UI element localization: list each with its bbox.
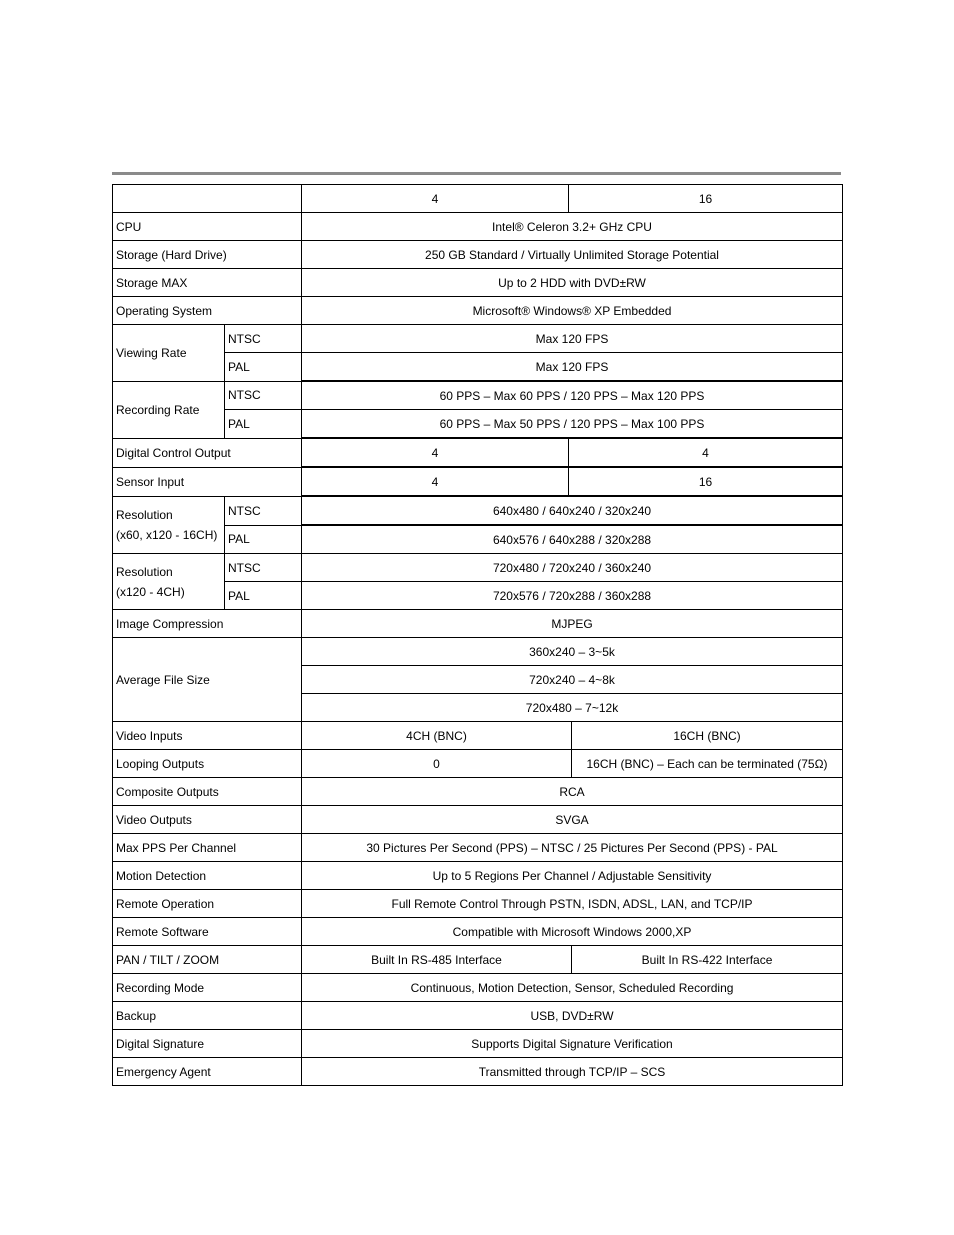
row-value: 30 Pictures Per Second (PPS) – NTSC / 25 Pictures Per Second (PPS) - PAL xyxy=(302,834,843,862)
specifications-table xyxy=(112,184,843,1086)
label-line: (x60, x120 - 16CH) xyxy=(116,527,218,542)
sub-label-pal: PAL xyxy=(225,525,302,554)
sub-label-pal: PAL xyxy=(225,410,302,439)
row-value: Max 120 FPS xyxy=(302,353,843,382)
row-value: 720x480 – 7~12k xyxy=(302,694,843,722)
row-composite-outputs xyxy=(113,778,843,806)
sub-label-ntsc: NTSC xyxy=(225,325,302,353)
row-label: Recording Rate xyxy=(113,381,225,438)
header-4ch: 4 xyxy=(302,185,569,213)
row-remote-operation xyxy=(113,890,843,918)
label-line: (x120 - 4CH) xyxy=(116,584,185,599)
row-label: CPU xyxy=(113,213,302,241)
value-4ch: 4 xyxy=(302,438,569,467)
row-label: Emergency Agent xyxy=(113,1058,302,1086)
top-horizontal-rule xyxy=(112,172,841,175)
row-label: Backup xyxy=(113,1002,302,1030)
row-label: Video Inputs xyxy=(113,722,302,750)
sub-label-ntsc: NTSC xyxy=(225,554,302,582)
row-remote-software xyxy=(113,918,843,946)
row-recording-mode xyxy=(113,974,843,1002)
row-label: Max PPS Per Channel xyxy=(113,834,302,862)
row-label: Sensor Input xyxy=(113,467,302,496)
row-emergency-agent xyxy=(113,1058,843,1086)
sub-label-ntsc: NTSC xyxy=(225,381,302,410)
row-value: RCA xyxy=(302,778,843,806)
row-video-inputs xyxy=(113,722,843,750)
row-average-file-size-1 xyxy=(113,638,843,666)
row-pan-tilt-zoom xyxy=(113,946,843,974)
row-value: Compatible with Microsoft Windows 2000,XP xyxy=(302,918,843,946)
row-value: SVGA xyxy=(302,806,843,834)
row-storage-max xyxy=(113,269,843,297)
sub-label-ntsc: NTSC xyxy=(225,496,302,525)
row-cpu xyxy=(113,213,843,241)
header-blank-cell xyxy=(113,185,302,213)
row-value: 720x576 / 720x288 / 360x288 xyxy=(302,582,843,610)
row-value: Up to 2 HDD with DVD±RW xyxy=(302,269,843,297)
row-label-resolution-4ch xyxy=(113,554,225,610)
row-sensor-input xyxy=(113,467,843,496)
value-4ch: 4CH (BNC) xyxy=(302,722,572,750)
row-label: Digital Signature xyxy=(113,1030,302,1058)
table-header-row xyxy=(113,185,843,213)
row-max-pps-per-channel xyxy=(113,834,843,862)
value-4ch: 0 xyxy=(302,750,572,778)
row-value: 360x240 – 3~5k xyxy=(302,638,843,666)
row-label: Video Outputs xyxy=(113,806,302,834)
row-value: Up to 5 Regions Per Channel / Adjustable Sensitivity xyxy=(302,862,843,890)
row-value: Full Remote Control Through PSTN, ISDN, ADSL, LAN, and TCP/IP xyxy=(302,890,843,918)
row-label: Looping Outputs xyxy=(113,750,302,778)
row-motion-detection xyxy=(113,862,843,890)
row-digital-signature xyxy=(113,1030,843,1058)
row-storage xyxy=(113,241,843,269)
row-label: Digital Control Output xyxy=(113,438,302,467)
row-value: Continuous, Motion Detection, Sensor, Scheduled Recording xyxy=(302,974,843,1002)
label-line: Resolution xyxy=(116,564,173,579)
row-label: Image Compression xyxy=(113,610,302,638)
row-recording-rate-ntsc xyxy=(113,381,843,410)
value-16ch: 16CH (BNC) xyxy=(572,722,843,750)
row-backup xyxy=(113,1002,843,1030)
row-label: Motion Detection xyxy=(113,862,302,890)
row-value: Intel® Celeron 3.2+ GHz CPU xyxy=(302,213,843,241)
label-line: Resolution xyxy=(116,507,173,522)
row-digital-control-output xyxy=(113,438,843,467)
row-label: Storage MAX xyxy=(113,269,302,297)
value-16ch: 16 xyxy=(569,467,843,496)
row-value: 640x576 / 640x288 / 320x288 xyxy=(302,525,843,554)
row-resolution-4ch-ntsc xyxy=(113,554,843,582)
row-label: Operating System xyxy=(113,297,302,325)
row-label: Viewing Rate xyxy=(113,325,225,382)
row-label: Average File Size xyxy=(113,638,302,722)
row-looping-outputs xyxy=(113,750,843,778)
row-value: 60 PPS – Max 50 PPS / 120 PPS – Max 100 PPS xyxy=(302,410,843,439)
row-value: Supports Digital Signature Verification xyxy=(302,1030,843,1058)
sub-label-pal: PAL xyxy=(225,582,302,610)
row-resolution-16ch-ntsc xyxy=(113,496,843,525)
value-16ch: 16CH (BNC) – Each can be terminated (75Ω) xyxy=(572,750,843,778)
row-label-resolution-16ch xyxy=(113,496,225,554)
row-video-outputs xyxy=(113,806,843,834)
row-value: MJPEG xyxy=(302,610,843,638)
row-value: 640x480 / 640x240 / 320x240 xyxy=(302,496,843,525)
row-label: Storage (Hard Drive) xyxy=(113,241,302,269)
row-value: 250 GB Standard / Virtually Unlimited Storage Potential xyxy=(302,241,843,269)
row-viewing-rate-ntsc xyxy=(113,325,843,353)
row-label: Recording Mode xyxy=(113,974,302,1002)
row-operating-system xyxy=(113,297,843,325)
row-value: USB, DVD±RW xyxy=(302,1002,843,1030)
row-value: Microsoft® Windows® XP Embedded xyxy=(302,297,843,325)
row-value: 720x480 / 720x240 / 360x240 xyxy=(302,554,843,582)
value-4ch: Built In RS-485 Interface xyxy=(302,946,572,974)
sub-label-pal: PAL xyxy=(225,353,302,382)
header-16ch: 16 xyxy=(569,185,843,213)
row-value: Max 120 FPS xyxy=(302,325,843,353)
value-16ch: 4 xyxy=(569,438,843,467)
row-value: Transmitted through TCP/IP – SCS xyxy=(302,1058,843,1086)
row-label: PAN / TILT / ZOOM xyxy=(113,946,302,974)
row-image-compression xyxy=(113,610,843,638)
row-value: 60 PPS – Max 60 PPS / 120 PPS – Max 120 PPS xyxy=(302,381,843,410)
value-4ch: 4 xyxy=(302,467,569,496)
row-label: Remote Software xyxy=(113,918,302,946)
row-value: 720x240 – 4~8k xyxy=(302,666,843,694)
value-16ch: Built In RS-422 Interface xyxy=(572,946,843,974)
row-label: Composite Outputs xyxy=(113,778,302,806)
row-label: Remote Operation xyxy=(113,890,302,918)
